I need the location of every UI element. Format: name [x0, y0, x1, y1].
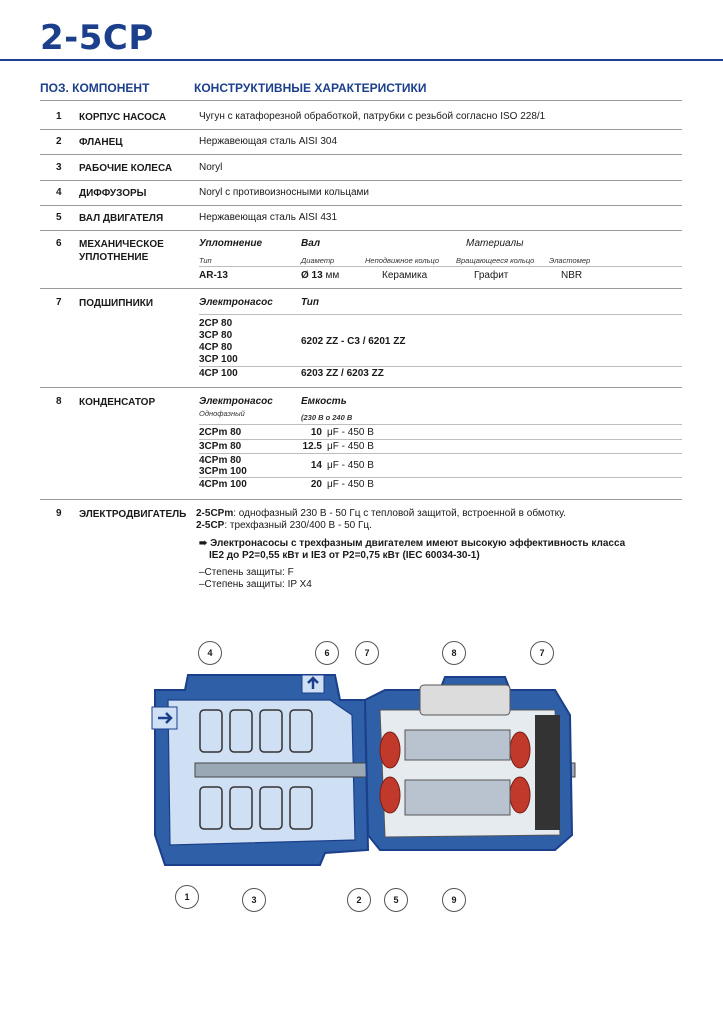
seal-sub-rule — [199, 266, 682, 267]
capacitor-unit: μF - 450 В — [327, 460, 374, 471]
bearings-sub-rule — [199, 314, 682, 315]
row-1-number: 1 — [56, 111, 62, 122]
capacitor-col-pump: Электронасос — [199, 396, 273, 407]
row-8-component: КОНДЕНСАТОР — [79, 397, 156, 408]
callout-2: 2 — [347, 888, 371, 912]
row-9-number: 9 — [56, 508, 62, 519]
row-divider — [40, 154, 682, 155]
row-1-component: КОРПУС НАСОСА — [79, 112, 167, 123]
row-5-number: 5 — [56, 212, 62, 223]
coil — [510, 732, 530, 768]
motor-note-line1: Электронасосы с трехфазным двигателем имеют высокую эффективность класса — [210, 538, 626, 549]
capacitor-col-capacitance-sub: (230 В о 240 В — [301, 413, 353, 422]
motor-line1-model: 2-5CPm — [196, 508, 234, 519]
row-divider — [40, 499, 682, 500]
seal-elastomer-material: NBR — [561, 270, 583, 281]
arrow-icon: ➠ — [199, 538, 208, 549]
bearings-col-type: Тип — [301, 297, 319, 308]
capacitor-model: 3CPm 100 — [199, 466, 247, 477]
capacitor-sub-rule — [199, 424, 682, 425]
coil — [380, 777, 400, 813]
seal-col-shaft: Вал — [301, 238, 321, 249]
bearings-col-pump: Электронасос — [199, 297, 273, 308]
bearings-type-group2: 6203 ZZ / 6203 ZZ — [301, 368, 384, 379]
seal-diameter-value: Ø 13 — [301, 270, 323, 281]
seal-rotating-material: Графит — [474, 270, 509, 281]
capacitor-row-rule — [199, 477, 682, 478]
callout-1: 1 — [175, 885, 199, 909]
row-8-number: 8 — [56, 396, 62, 407]
row-5-component: ВАЛ ДВИГАТЕЛЯ — [79, 213, 164, 224]
callout-9: 9 — [442, 888, 466, 912]
callout-6: 6 — [315, 641, 339, 665]
motor-housing — [380, 710, 560, 837]
capacitor-unit: μF - 450 В — [327, 441, 374, 452]
row-divider — [40, 230, 682, 231]
row-2-number: 2 — [56, 136, 62, 147]
seal-fixed-material: Керамика — [382, 270, 428, 281]
bearings-model: 2CP 80 — [199, 318, 233, 329]
capacitor-box — [420, 685, 510, 715]
capacitor-unit: μF - 450 В — [327, 479, 374, 490]
seal-diameter-unit: мм — [322, 270, 340, 281]
row-divider — [40, 129, 682, 130]
bearings-model: 4CP 100 — [199, 368, 238, 379]
row-2-description: Нержавеющая сталь AISI 304 — [199, 136, 338, 147]
row-3-component: РАБОЧИЕ КОЛЕСА — [79, 163, 173, 174]
motor-protection-ip: –Степень защиты: IP X4 — [199, 579, 312, 590]
motor-line2-text: : трехфазный 230/400 В - 50 Гц. — [224, 520, 372, 531]
capacitor-value: 14 — [310, 460, 322, 471]
row-7-number: 7 — [56, 297, 62, 308]
capacitor-unit: μF - 450 В — [327, 427, 374, 438]
stator-top — [405, 730, 510, 760]
callout-7-right: 7 — [530, 641, 554, 665]
seal-sub-elastomer: Эластомер — [549, 256, 591, 265]
row-6-component-line1: МЕХАНИЧЕСКОЕ — [79, 239, 164, 250]
callout-3: 3 — [242, 888, 266, 912]
header-characteristics: КОНСТРУКТИВНЫЕ ХАРАКТЕРИСТИКИ — [194, 81, 427, 95]
capacitor-model: 3CPm 80 — [199, 441, 242, 452]
seal-sub-fixed-ring: Неподвижное кольцо — [365, 256, 440, 265]
callout-4: 4 — [198, 641, 222, 665]
motor-line2-model: 2-5CP — [196, 520, 225, 531]
page-title: 2-5CP — [40, 18, 154, 58]
row-9-component: ЭЛЕКТРОДВИГАТЕЛЬ — [79, 509, 187, 520]
capacitor-row-rule — [199, 439, 682, 440]
row-6-number: 6 — [56, 238, 62, 249]
motor-efficiency-note — [199, 538, 625, 550]
row-1-description: Чугун с катафорезной обработкой, патрубки с резьбой согласно ISO 228/1 — [199, 111, 546, 122]
motor-protection-class: –Степень защиты: F — [199, 567, 294, 578]
coil — [510, 777, 530, 813]
bearings-model: 3CP 100 — [199, 354, 238, 365]
capacitor-model: 4CPm 80 — [199, 455, 242, 466]
capacitor-model: 2CPm 80 — [199, 427, 242, 438]
seal-type: AR-13 — [199, 270, 228, 281]
row-divider — [40, 180, 682, 181]
callout-7-left: 7 — [355, 641, 379, 665]
row-3-description: Noryl — [199, 162, 223, 173]
motor-line1-text: : однофазный 230 В - 50 Гц с тепловой защитой, встроенной в обмотку. — [233, 508, 566, 519]
row-5-description: Нержавеющая сталь AISI 431 — [199, 212, 338, 223]
coil — [380, 732, 400, 768]
capacitor-model: 4CPm 100 — [199, 479, 247, 490]
seal-sub-rotating-ring: Вращающееся кольцо — [456, 256, 535, 265]
capacitor-value: 10 — [310, 427, 322, 438]
motor-line1 — [196, 508, 566, 519]
row-3-number: 3 — [56, 162, 62, 173]
seal-col-seal: Уплотнение — [199, 238, 263, 249]
row-2-component: ФЛАНЕЦ — [79, 137, 123, 148]
row-divider — [40, 205, 682, 206]
motor-note-line2: IE2 до P2=0,55 кВт и IE3 от P2=0,75 кВт (IEC 60034-30-1) — [209, 550, 480, 561]
row-divider — [40, 288, 682, 289]
bearings-model: 3CP 80 — [199, 330, 233, 341]
row-4-component: ДИФФУЗОРЫ — [79, 188, 147, 199]
header-rule — [40, 100, 682, 101]
bearings-type-group1: 6202 ZZ - C3 / 6201 ZZ — [301, 336, 406, 347]
motor-fan-cover — [535, 715, 560, 830]
bearings-model: 4CP 80 — [199, 342, 233, 353]
bearings-group-rule — [199, 366, 682, 367]
seal-col-materials: Материалы — [466, 238, 524, 249]
seal-diameter — [301, 270, 339, 282]
row-4-description: Noryl с противоизносными кольцами — [199, 187, 369, 198]
header-position-component: ПОЗ. КОМПОНЕНТ — [40, 81, 150, 95]
callout-5: 5 — [384, 888, 408, 912]
capacitor-value: 12.5 — [302, 441, 322, 452]
row-4-number: 4 — [56, 187, 62, 198]
title-rule — [0, 59, 723, 61]
capacitor-row-rule — [199, 453, 682, 454]
pump-cross-section-diagram — [140, 655, 580, 870]
row-divider — [40, 387, 682, 388]
callout-8: 8 — [442, 641, 466, 665]
capacitor-value: 20 — [310, 479, 322, 490]
motor-line2 — [196, 520, 372, 531]
seal-sub-type: Тип — [199, 256, 212, 265]
row-6-component-line2: УПЛОТНЕНИЕ — [79, 252, 149, 263]
capacitor-col-pump-sub: Однофазный — [199, 409, 245, 418]
seal-sub-diameter: Диаметр — [301, 256, 335, 265]
stator-bottom — [405, 780, 510, 815]
capacitor-col-capacitance: Емкость — [301, 396, 347, 407]
row-7-component: ПОДШИПНИКИ — [79, 298, 154, 309]
